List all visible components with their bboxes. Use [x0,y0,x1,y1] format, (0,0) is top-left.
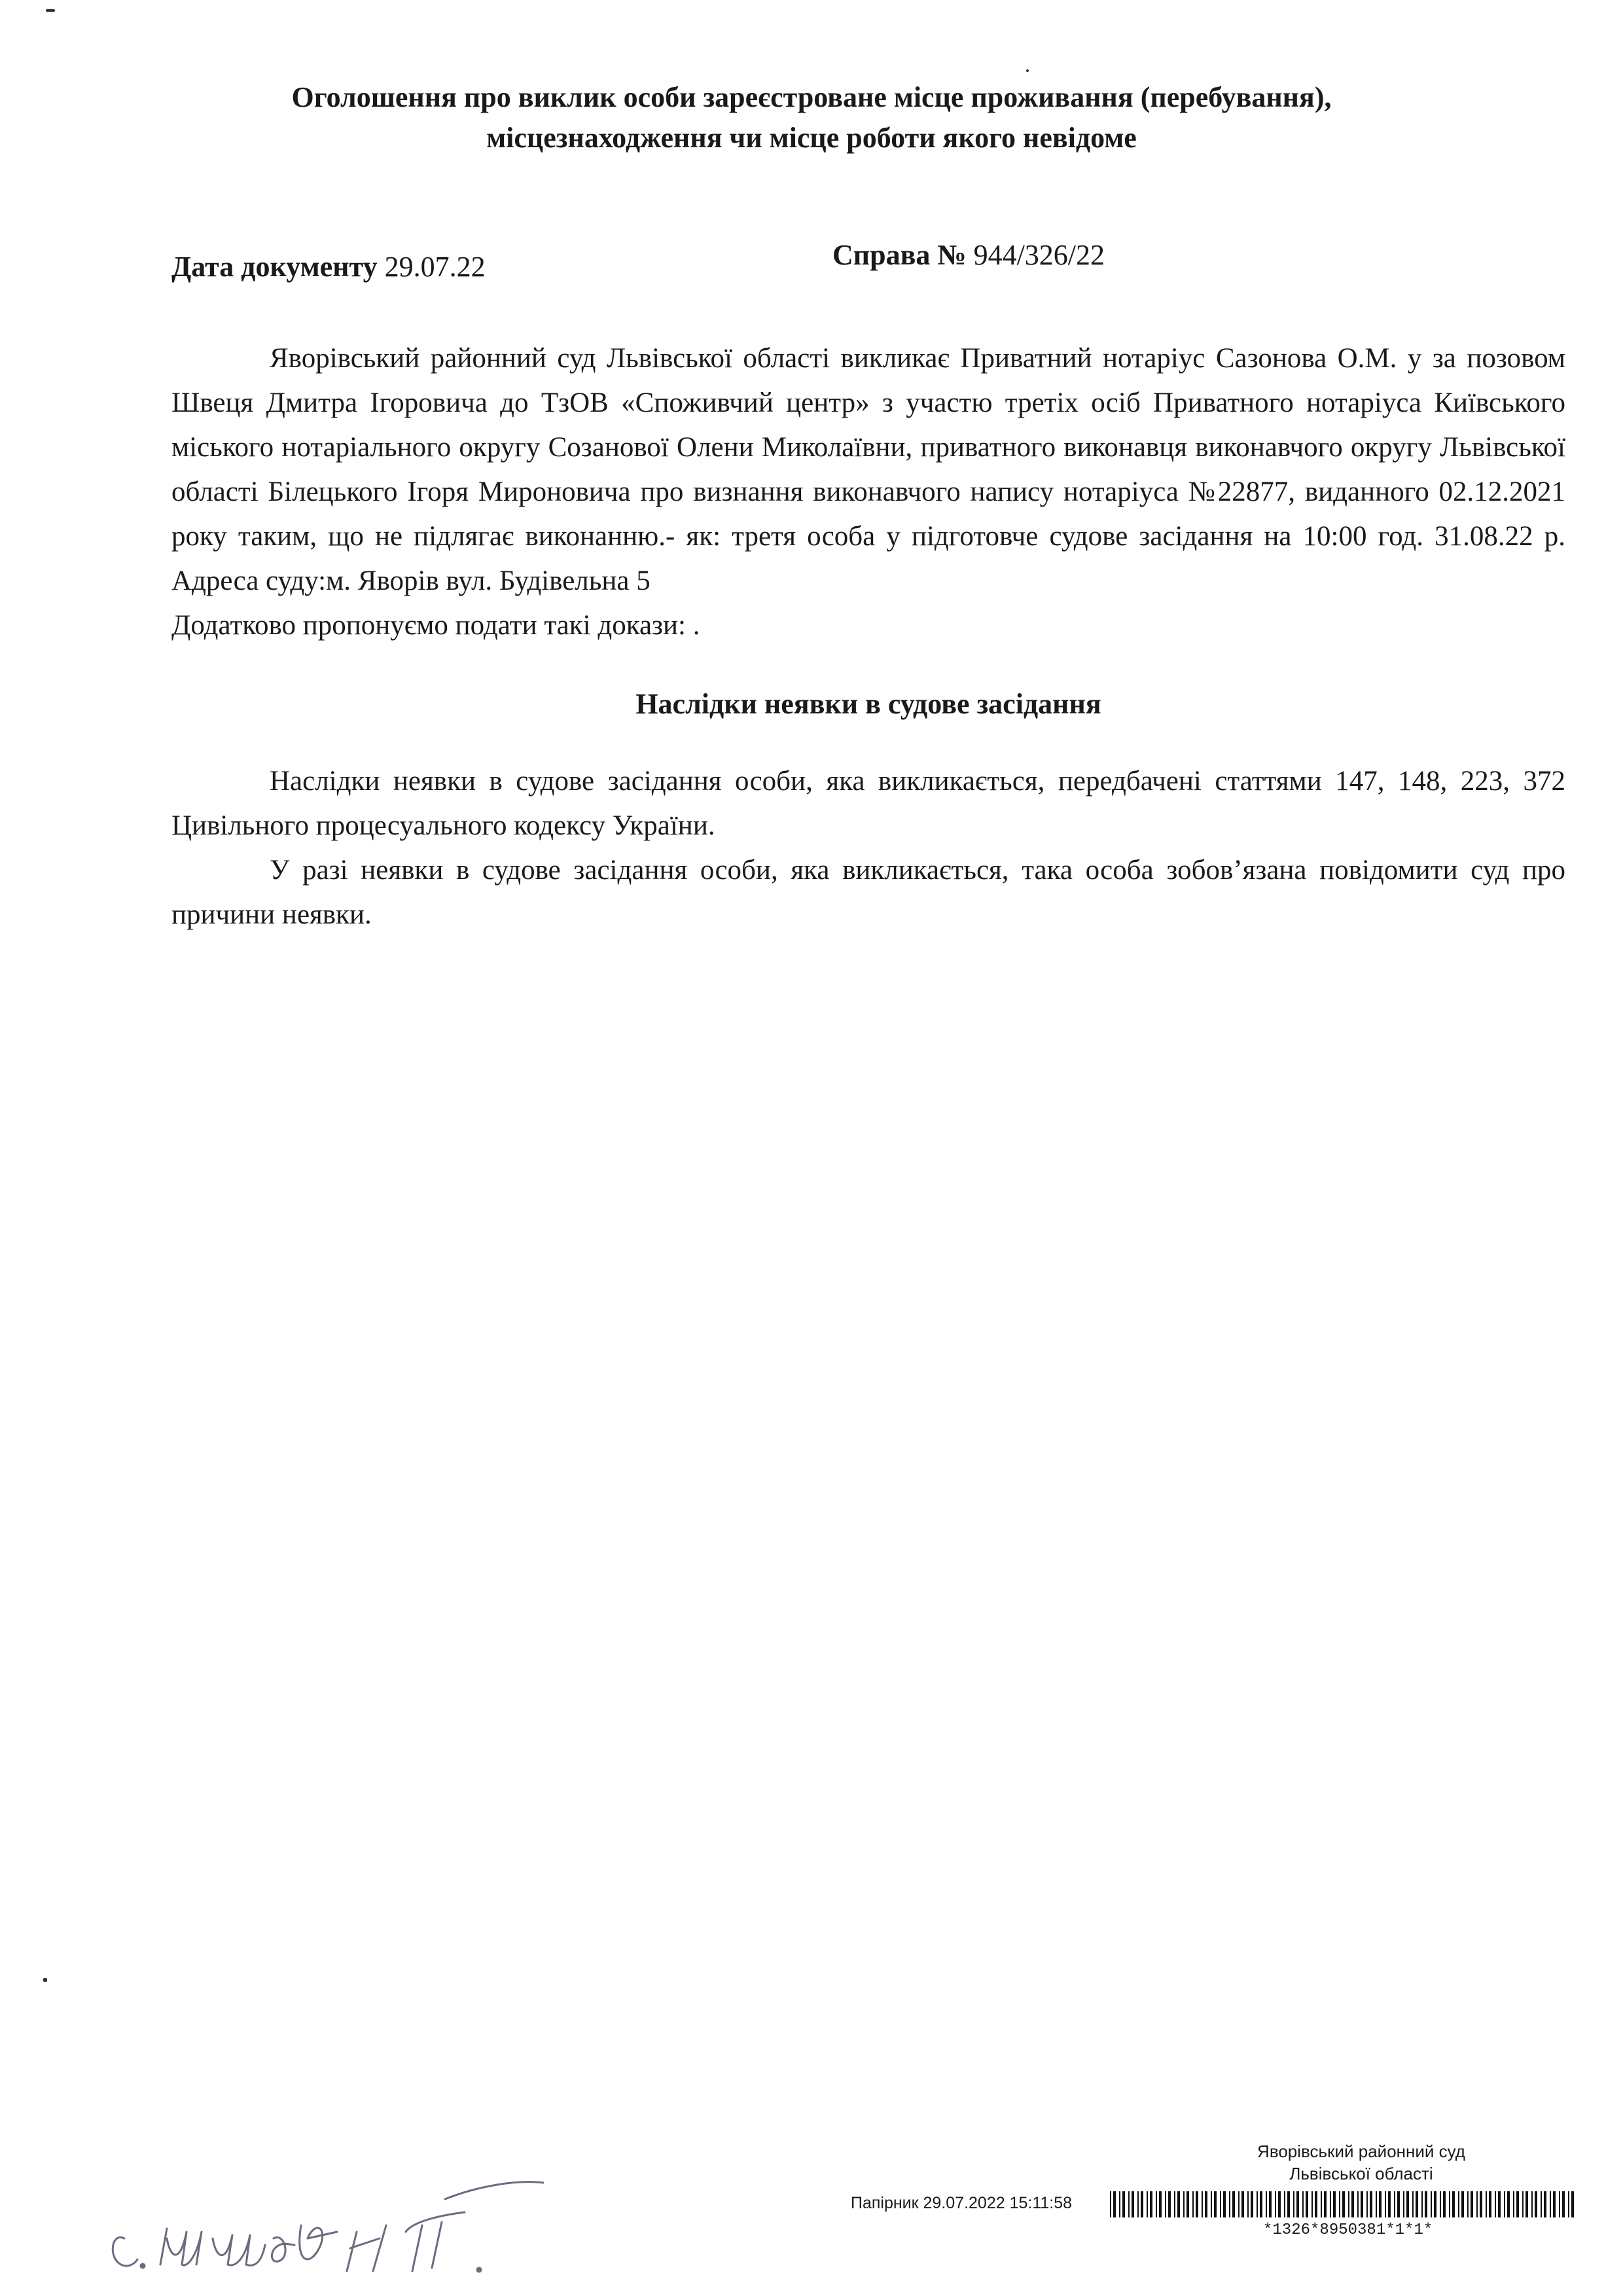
barcode-bar [1498,2191,1501,2217]
barcode-bar [1357,2191,1359,2217]
barcode-bar [1480,2191,1482,2217]
barcode-bar [1122,2191,1125,2217]
consequences-paragraph-1: Наслідки неявки в судове засідання особи, яка викликається, передбачені статтями 147, 148, 223, 372 Цивільного процесуального кодексу України. [171,766,1565,841]
barcode-bar [1220,2191,1221,2217]
barcode-bar [1296,2191,1299,2217]
barcode-bar [1174,2191,1175,2217]
barcode-bar [1513,2191,1514,2217]
barcode-bar [1177,2191,1180,2217]
barcode-bar [1205,2191,1207,2217]
barcode-bar [1110,2191,1111,2217]
barcode-bar [1311,2191,1313,2217]
scan-speck [43,1978,47,1982]
barcode [1110,2191,1577,2217]
consequences-paragraph-2: У разі неявки в судове засідання особи, яка викликається, така особа зобов’язана повідомити суд про причини неявки. [171,855,1565,930]
court-stamp-line-2: Львівської області [1289,2164,1433,2183]
document-date [171,247,486,287]
court-stamp-line-1: Яворівський районний суд [1257,2142,1465,2161]
barcode-bar [1486,2191,1487,2217]
document-title-line-2: місцезнаходження чи місце роботи якого невідоме [486,122,1137,154]
barcode-bar [1137,2191,1139,2217]
barcode-bar [1476,2191,1478,2217]
summons-paragraph: Яворівський районний суд Львівської області викликає Приватний нотаріус Сазонова О.М. у за позовом Швеця Дмитра Ігоровича до ТзОВ «Споживчий центр» з участю третіх осіб Приватного нотаріуса Київського міського нотаріального округу Созанової Олени Миколаївни, приватного виконавця виконавчого округу Львівської області Білецького Ігоря Мироновича про визнання виконавчого напису нотаріуса №22877, виданного 02.12.2021 року таким, що не підлягає виконанню.- як: третя особа у підготовче судове засідання на 10:00 год. 31.08.22 р. Адреса суду:м. Яворів вул. Будівельна 5 [171,343,1565,596]
barcode-bar [1128,2191,1130,2217]
barcode-bar [1562,2191,1565,2217]
scan-speck [46,9,55,12]
barcode-bar [1232,2191,1235,2217]
barcode-bar [1202,2191,1203,2217]
barcode-bar [1525,2191,1528,2217]
barcode-bar [1321,2191,1322,2217]
barcode-bar [1342,2191,1345,2217]
barcode-bar [1379,2191,1382,2217]
document-title [196,77,1427,158]
barcode-bar [1471,2191,1473,2217]
barcode-bar [1434,2191,1436,2217]
barcode-bar [1214,2191,1217,2217]
barcode-bar [1376,2191,1377,2217]
barcode-bar [1306,2191,1308,2217]
barcode-bar [1132,2191,1134,2217]
barcode-bar [1507,2191,1510,2217]
barcode-bar [1571,2191,1574,2217]
case-number [832,236,1105,275]
barcode-bar [1544,2191,1546,2217]
barcode-bar [1443,2191,1446,2217]
barcode-bar [1504,2191,1505,2217]
barcode-bar [1141,2191,1143,2217]
barcode-bar [1394,2191,1395,2217]
barcode-bar [1397,2191,1400,2217]
barcode-bar [1553,2191,1556,2217]
barcode-bar [1425,2191,1427,2217]
barcode-bar [1260,2191,1262,2217]
registration-label: Папірник 29.07.2022 15:11:58 [851,2194,1073,2212]
barcode-bar [1159,2191,1162,2217]
barcode-bar [1257,2191,1258,2217]
barcode-bar [1196,2191,1198,2217]
barcode-bar [1559,2191,1560,2217]
barcode-bar [1467,2191,1469,2217]
barcode-bar [1147,2191,1148,2217]
registration-stamp [851,2191,1577,2224]
scan-speck [1026,69,1029,72]
barcode-bar [1278,2191,1281,2217]
barcode-number: *1326*8950381*1*1* [1263,2221,1433,2239]
barcode-bar [1247,2191,1249,2217]
barcode-bar [1339,2191,1340,2217]
date-label: Дата документу [171,251,378,283]
barcode-bar [1489,2191,1491,2217]
barcode-bar [1431,2191,1432,2217]
barcode-bar [1452,2191,1455,2217]
barcode-bar [1251,2191,1253,2217]
barcode-bar [1461,2191,1464,2217]
barcode-bar [1269,2191,1272,2217]
court-stamp [1230,2140,1492,2185]
barcode-bar [1535,2191,1537,2217]
barcode-bar [1403,2191,1404,2217]
barcode-bar [1287,2191,1290,2217]
barcode-bar [1168,2191,1171,2217]
date-value: 29.07.22 [384,251,486,283]
barcode-bar [1348,2191,1349,2217]
barcode-bar [1366,2191,1368,2217]
consequences-body [171,759,1565,937]
barcode-bar [1541,2191,1542,2217]
evidence-line: Додатково пропонуємо подати такі докази: . [171,610,700,641]
document-title-line-1: Оголошення про виклик особи зареєстроване місце проживання (перебування), [291,81,1332,113]
barcode-bar [1351,2191,1354,2217]
barcode-bar [1495,2191,1496,2217]
barcode-bar [1229,2191,1230,2217]
barcode-bar [1440,2191,1441,2217]
barcode-bar [1192,2191,1194,2217]
barcode-bar [1302,2191,1304,2217]
barcode-bar [1293,2191,1294,2217]
barcode-bar [1211,2191,1212,2217]
barcode-bar [1406,2191,1409,2217]
barcode-bar [1156,2191,1157,2217]
barcode-bar [1315,2191,1317,2217]
barcode-bar [1370,2191,1372,2217]
barcode-bar [1388,2191,1391,2217]
barcode-bar [1361,2191,1363,2217]
barcode-bar [1330,2191,1331,2217]
barcode-bar [1416,2191,1418,2217]
barcode-bar [1531,2191,1533,2217]
barcode-bar [1113,2191,1116,2217]
barcode-bar [1284,2191,1285,2217]
barcode-bar [1183,2191,1185,2217]
barcode-bar [1421,2191,1423,2217]
barcode-bar [1516,2191,1519,2217]
barcode-bar [1150,2191,1152,2217]
barcode-bar [1223,2191,1226,2217]
barcode-bar [1275,2191,1276,2217]
barcode-bar [1449,2191,1450,2217]
barcode-bar [1241,2191,1244,2217]
barcode-bar [1568,2191,1569,2217]
barcode-bar [1333,2191,1336,2217]
handwritten-signature [98,2160,556,2291]
barcode-bar [1458,2191,1459,2217]
barcode-bar [1165,2191,1166,2217]
barcode-bar [1119,2191,1120,2217]
case-label: Справа № [832,239,967,271]
barcode-bar [1266,2191,1267,2217]
case-value: 944/326/22 [973,239,1105,271]
barcode-bar [1324,2191,1327,2217]
barcode-bar [1550,2191,1551,2217]
summons-body [171,336,1565,648]
barcode-bar [1238,2191,1240,2217]
barcode-bar [1522,2191,1524,2217]
consequences-heading: Наслідки неявки в судове засідання [635,688,1101,720]
barcode-bar [1412,2191,1414,2217]
barcode-bar [1385,2191,1386,2217]
barcode-bar [1186,2191,1189,2217]
